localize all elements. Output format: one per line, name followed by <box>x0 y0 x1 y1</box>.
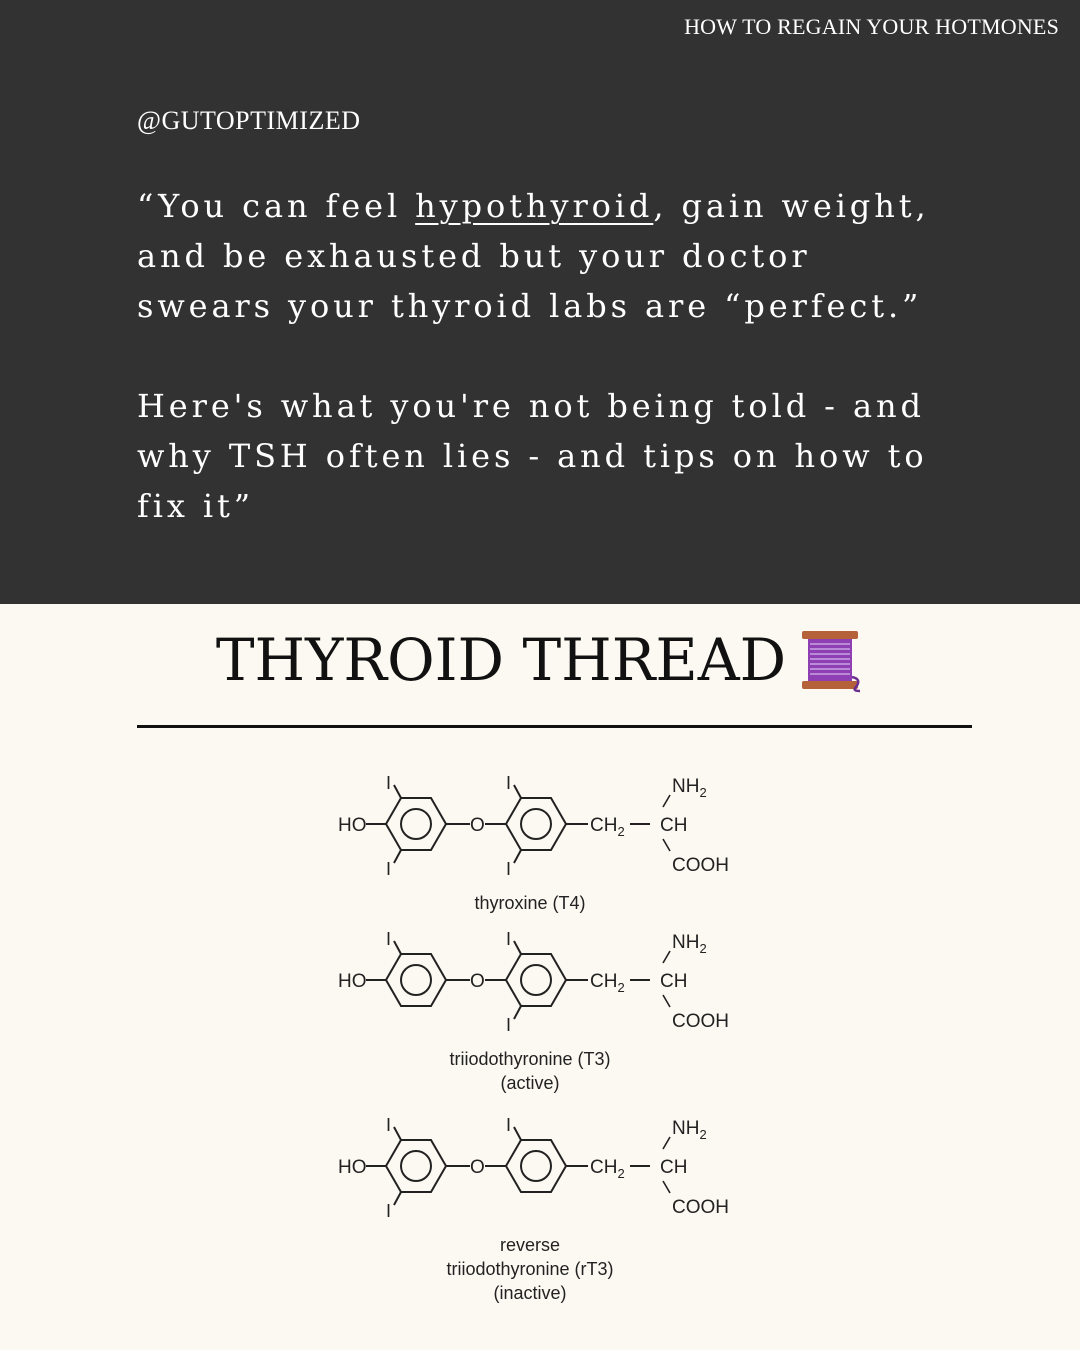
iodine-label: I <box>386 859 392 879</box>
cooh-label: COOH <box>672 1197 729 1218</box>
nh2-label: $NH_2$ <box>672 932 707 956</box>
quote-line-6: fix it” <box>137 487 255 525</box>
series-title: HOW TO REGAIN YOUR HOTMONES <box>684 14 1059 39</box>
hydroxyl-label: HO <box>338 815 367 836</box>
header-panel <box>0 0 1080 604</box>
section-title <box>0 626 1080 694</box>
nh2-label: $NH_2$ <box>672 1118 707 1142</box>
ch2-label: $CH_2$ <box>590 1157 625 1181</box>
oxygen-label: O <box>470 1157 485 1178</box>
molecule-caption: (inactive) <box>493 1283 567 1303</box>
molecule-caption: triiodothyronine (rT3) <box>446 1259 614 1279</box>
hydroxyl-label: HO <box>338 1157 367 1178</box>
thyroid-hormone-structures <box>320 765 760 1315</box>
intro-quote <box>137 181 1037 531</box>
molecule-caption: (active) <box>500 1073 560 1093</box>
quote-text: , gain weight, <box>653 187 930 225</box>
account-handle: @GUTOPTIMIZED <box>137 106 361 135</box>
ch-label: CH <box>660 971 688 992</box>
quote-line-2: and be exhausted but your doctor <box>137 237 811 275</box>
quote-text: “You can feel <box>137 187 416 225</box>
iodine-label: I <box>386 1115 392 1135</box>
ch-label: CH <box>660 1157 688 1178</box>
ch2-label: $CH_2$ <box>590 971 625 995</box>
title-text: THYROID THREAD <box>215 626 787 694</box>
iodine-label: I <box>506 1015 512 1035</box>
quote-line-5: why TSH often lies - and tips on how to <box>137 437 928 475</box>
oxygen-label: O <box>470 815 485 836</box>
iodine-label: I <box>386 1201 392 1221</box>
hydroxyl-label: HO <box>338 971 367 992</box>
ch-label: CH <box>660 815 688 836</box>
quote-line-4: Here's what you're not being told - and <box>137 387 925 425</box>
iodine-label: I <box>386 929 392 949</box>
quote-line-1 <box>137 181 1037 231</box>
molecule-caption: thyroxine (T4) <box>474 893 586 913</box>
molecule-t3 <box>338 929 729 1093</box>
quote-line-3: swears your thyroid labs are “perfect.” <box>137 287 923 325</box>
hypothyroid-link[interactable]: hypothyroid <box>415 187 654 225</box>
cooh-label: COOH <box>672 855 729 876</box>
cooh-label: COOH <box>672 1011 729 1032</box>
iodine-label: I <box>386 773 392 793</box>
nh2-label: $NH_2$ <box>672 776 707 800</box>
spool-of-thread-icon <box>798 627 864 693</box>
title-divider <box>137 725 972 728</box>
iodine-label: I <box>506 859 512 879</box>
iodine-label: I <box>506 929 512 949</box>
molecule-caption: triiodothyronine (T3) <box>449 1049 611 1069</box>
molecule-caption: reverse <box>499 1235 561 1255</box>
ch2-label: $CH_2$ <box>590 815 625 839</box>
molecule-rt3 <box>338 1115 729 1303</box>
iodine-label: I <box>506 1115 512 1135</box>
oxygen-label: O <box>470 971 485 992</box>
iodine-label: I <box>506 773 512 793</box>
molecule-t4 <box>338 773 729 913</box>
